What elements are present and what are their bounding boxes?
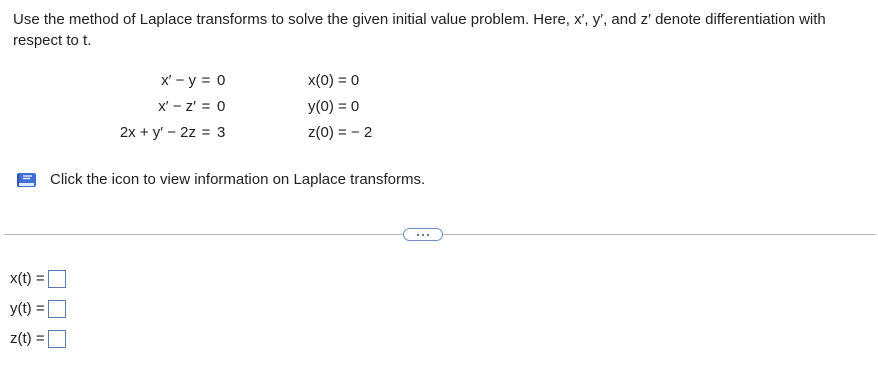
laplace-info-text: Click the icon to view information on Laplace transforms. [50,171,426,188]
equation-3-lhs: 2x + y′ − 2z [119,124,196,141]
equation-2-rhs: 0 [217,98,226,115]
equation-2-lhs: x′ − z′ [158,98,196,115]
answer-input-x[interactable] [48,270,66,288]
laplace-info-row [15,170,425,190]
equation-2-equals: = [201,98,211,115]
answer-row-y [10,298,66,320]
equation-3-rhs: 3 [217,124,226,141]
answer-label-x: x(t) = [10,270,45,287]
initial-condition-z: z(0) = − 2 [308,124,373,141]
answer-row-z [10,328,66,350]
answer-label-z: z(t) = [10,330,45,347]
equation-3-equals: = [201,124,211,141]
equation-1-equals: = [201,72,211,89]
show-more-button[interactable] [403,228,443,241]
initial-condition-x: x(0) = 0 [308,72,360,89]
equation-1-lhs: x′ − y [161,72,196,89]
question-prompt: Use the method of Laplace transforms to solve the given initial value problem. Here, x′, y′, and z′ denote differentiation with respect to t. [13,11,826,49]
equation-1-rhs: 0 [217,72,226,89]
answer-input-y[interactable] [48,300,66,318]
book-icon[interactable] [15,171,38,189]
answer-input-z[interactable] [48,330,66,348]
ellipsis-icon [404,229,442,240]
initial-condition-y: y(0) = 0 [308,98,360,115]
answer-row-x [10,268,66,290]
answer-label-y: y(t) = [10,300,45,317]
